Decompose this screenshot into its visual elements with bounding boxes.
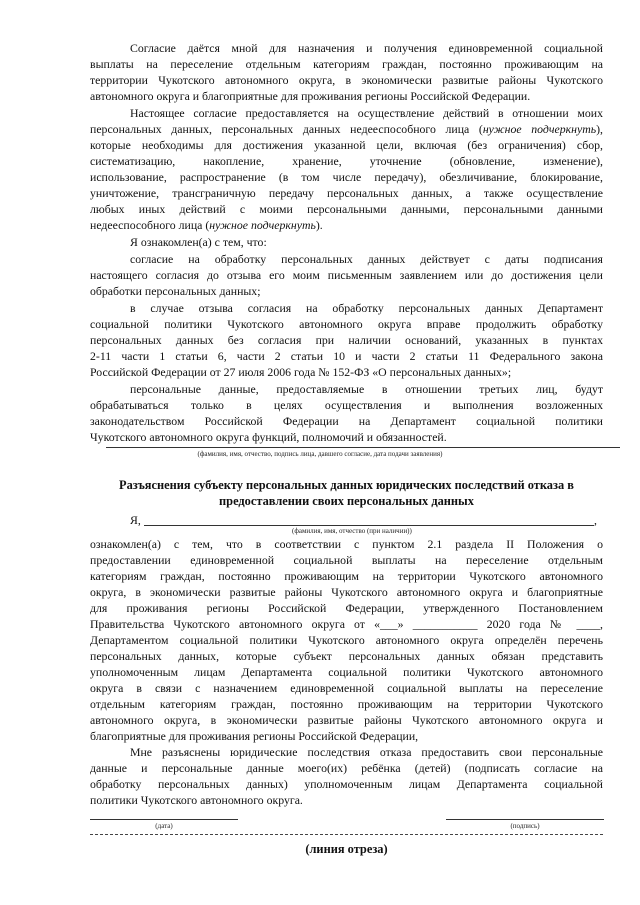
- section-p7-line: политики Чукотского автономного округа.: [90, 793, 303, 807]
- section-p7-line: данные и персональные данные моего(их) ребёнка (детей) (подписать согласие на: [90, 761, 603, 775]
- consent-p1-line: автономного округа и благоприятные для проживания регионы Российской Федерации.: [90, 89, 531, 103]
- signature-field-line[interactable]: [446, 819, 604, 820]
- section-p6-line: ознакомлен(а) с тем, что в соответствии с пунктом 2.1 раздела II Положения о: [90, 537, 603, 551]
- consent-signature-caption: (фамилия, имя, отчество, подпись лица, давшего согласие, дата подачи заявления): [197, 450, 443, 458]
- section-p6-line: категориям граждан, постоянно проживающим на территории Чукотского автономного: [90, 569, 603, 583]
- cut-dashed-line: [90, 834, 603, 835]
- section-title-line: предоставлении своих персональных данных: [219, 494, 474, 508]
- signature-caption: (подпись): [510, 822, 540, 830]
- consent-p2-line: использование, распространение (в том числе передачу), обезличивание, блокирование,: [90, 170, 603, 184]
- consent-p1-line: территории Чукотского автономного округа, в экономически развитые районы Чукотского: [90, 73, 603, 87]
- consent-p2-text: недееспособного лица (: [90, 218, 210, 232]
- name-prefix: Я,: [130, 513, 141, 527]
- consent-p2-line: [90, 122, 603, 137]
- cut-line-label: (линия отреза): [305, 842, 388, 856]
- consent-signature-line[interactable]: [106, 447, 620, 448]
- section-p6-line: Правительства Чукотского автономного округа от «___» ___________ 2020 года № ____,: [90, 617, 603, 631]
- section-p6-line: благоприятные для проживания регионы Российской Федерации,: [90, 729, 419, 743]
- consent-p2-line: которые необходимы для достижения указанной цели, включая (без ограничения) сбор,: [90, 138, 603, 152]
- consent-p1-line: выплаты на переселение отдельным категориям граждан, постоянно проживающим на: [90, 57, 603, 71]
- section-p6-line: для проживания регионы Российской Федерации, утвержденного Постановлением: [90, 601, 603, 615]
- consent-p2-text: ),: [596, 122, 603, 136]
- consent-p2-line: [90, 218, 323, 233]
- consent-p5-line: персональные данные, предоставляемые в отношении третьих лиц, будут: [130, 382, 603, 396]
- consent-p2-text: ).: [315, 218, 323, 232]
- consent-p4-line: социальной политики Чукотского автономного округа вправе продолжить обработку: [90, 317, 603, 331]
- consent-p4-line: персональных данных без согласия при наличии оснований, указанных в пунктах: [90, 333, 603, 347]
- consent-acknowledgement: Я ознакомлен(а) с тем, что:: [130, 235, 267, 249]
- section-p6-line: автономного округа, в экономически развитые районы Чукотского автономного округа и: [90, 713, 603, 727]
- section-title-line: Разъяснения субъекту персональных данных юридических последствий отказа в: [119, 478, 574, 492]
- section-p7-line: обработку персональных данных) уполномоченным лицам Департамента социальной: [90, 777, 603, 791]
- consent-p2-italic: нужное подчеркнуть: [209, 218, 316, 232]
- consent-p1-line: Согласие даётся мной для назначения и получения единовременной социальной: [130, 41, 603, 55]
- date-caption: (дата): [155, 822, 173, 830]
- date-field-line[interactable]: [90, 819, 238, 820]
- section-p6-line: предоставлении единовременной социальной выплаты на переселение отдельным: [90, 553, 603, 567]
- consent-p2-text: персональных данных, персональных данных недееспособного лица (: [90, 122, 483, 136]
- name-comma: ,: [594, 513, 597, 527]
- consent-p4-line: в случае отзыва согласия на обработку персональных данных Департамент: [130, 301, 603, 315]
- consent-p3-line: обработки персональных данных;: [90, 284, 261, 298]
- consent-p5-line: законодательством Российской Федерации на Департамент социальной политики: [90, 414, 603, 428]
- section-p6-line: персональных данных, которые субъект персональных данных обязан представить: [90, 649, 603, 663]
- consent-p2-italic: нужное подчеркнуть: [482, 122, 597, 136]
- consent-p5-line: обрабатываться только в целях осуществления и выполнения возложенных: [90, 398, 603, 412]
- consent-p3-line: согласие на обработку персональных данных действует с даты подписания: [130, 252, 603, 266]
- section-p6-line: округа в связи с назначением единовременной социальной выплаты на переселение: [90, 681, 603, 695]
- consent-p2-line: любых иных действий с моими персональными данными, персональными данными: [90, 202, 603, 216]
- name-field-caption: (фамилия, имя, отчество (при наличии)): [292, 527, 412, 535]
- section-p7-line: Мне разъяснены юридические последствия отказа предоставить свои персональные: [130, 745, 603, 759]
- consent-p4-line: Российской Федерации от 27 июля 2006 года № 152-ФЗ «О персональных данных»;: [90, 365, 512, 379]
- section-p6-line: Департаментом социальной политики Чукотского автономного округа определён перечень: [90, 633, 603, 647]
- name-field-line[interactable]: [144, 525, 594, 526]
- section-p6-line: округа, в экономически развитые районы Чукотского автономного округа и благоприятные: [90, 585, 603, 599]
- consent-p3-line: настоящего согласия до отзыва его моим письменным заявлением или до достижения цели: [90, 268, 603, 282]
- consent-p2-line: уничтожение, трансграничную передачу персональных данных, а также осуществление: [90, 186, 603, 200]
- consent-p2-line: систематизацию, накопление, хранение, уточнение (обновление, изменение),: [90, 154, 603, 168]
- consent-p5-line: Чукотского автономного округа функций, полномочий и обязанностей.: [90, 430, 447, 444]
- section-p6-line: отдельным категориям граждан, постоянно проживающим на территории Чукотского: [90, 697, 603, 711]
- section-p6-line: уполномоченным лицам Департамента социальной политики Чукотского автономного: [90, 665, 603, 679]
- consent-p2-line: Настоящее согласие предоставляется на осуществление действий в отношении моих: [130, 106, 603, 120]
- consent-p4-line: 2-11 части 1 статьи 6, части 2 статьи 10 и части 2 статьи 11 Федерального закона: [90, 349, 603, 363]
